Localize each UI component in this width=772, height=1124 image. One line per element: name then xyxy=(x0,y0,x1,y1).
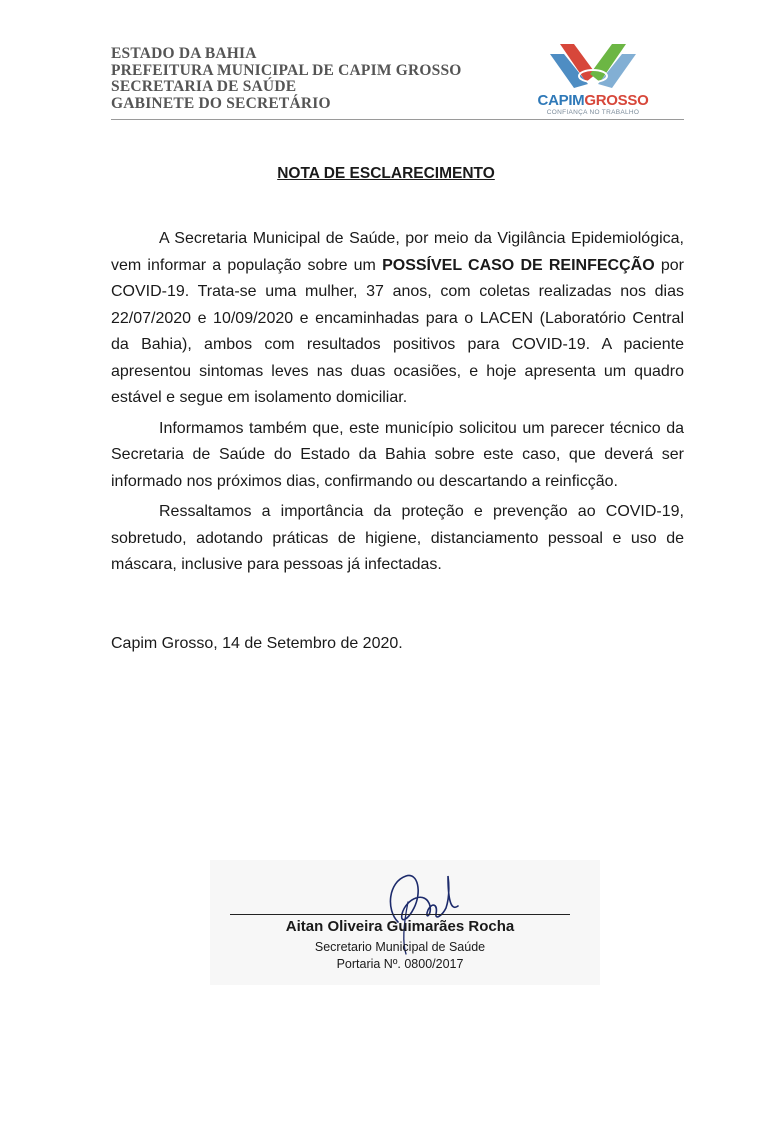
document-date: Capim Grosso, 14 de Setembro de 2020. xyxy=(111,635,403,652)
header-health-secretariat: SECRETARIA DE SAÚDE xyxy=(111,78,297,95)
header-city-hall: PREFEITURA MUNICIPAL DE CAPIM GROSSO xyxy=(111,61,462,79)
paragraph-1-rest: por COVID-19. Trata-se uma mulher, 37 anos, com coletas realizadas nos dias 22/07/2020 e 10/09/2020 e encaminhadas para o LACEN (Laboratório Central da Bahia), ambos com resultados positivos para COVID-19. A paciente apresentou sintomas leves nas duas ocasiões, e hoje apresenta um quadro estável e segue em isolamento domiciliar. xyxy=(111,256,684,406)
paragraph-3: Ressaltamos a importância da proteção e prevenção ao COVID-19, sobretudo, adotando práticas de higiene, distanciamento pessoal e uso de máscara, inclusive para pessoas já infectadas. xyxy=(111,503,684,573)
document-title: NOTA DE ESCLARECIMENTO xyxy=(277,165,495,182)
paragraph-1-highlight: POSSÍVEL CASO DE REINFECÇÃO xyxy=(382,256,655,274)
header-cabinet: GABINETE DO SECRETÁRIO xyxy=(111,94,331,112)
capim-grosso-logo xyxy=(530,38,660,120)
paragraph-1-intro: A Secretaria Municipal de Saúde, por meio da Vigilância Epidemiológica, vem informar a população sobre um xyxy=(111,230,684,274)
signer-name: Aitan Oliveira Guimarães Rocha xyxy=(285,918,515,935)
document-body xyxy=(111,226,684,583)
logo-tagline: CONFIANÇA NO TRABALHO xyxy=(546,109,640,116)
logo-wordmark-grosso: GROSSO xyxy=(584,92,649,109)
signer-role: Secretario Municipal de Saúde xyxy=(314,940,486,954)
logo-wordmark xyxy=(530,92,656,109)
signer-ordinance: Portaria Nº. 0800/2017 xyxy=(336,957,464,971)
logo-wordmark-capim: CAPIM xyxy=(537,92,585,109)
paragraph-2: Informamos também que, este município solicitou um parecer técnico da Secretaria de Saúde do Estado da Bahia sobre este caso, que deverá ser informado nos próximos dias, confirmando ou descartando a reinficção. xyxy=(111,419,684,490)
paragraph-1 xyxy=(111,226,684,412)
signature-line xyxy=(230,914,570,915)
header-state: ESTADO DA BAHIA xyxy=(111,45,257,62)
handshake-emblem-icon xyxy=(530,38,656,94)
header-divider xyxy=(111,119,684,120)
